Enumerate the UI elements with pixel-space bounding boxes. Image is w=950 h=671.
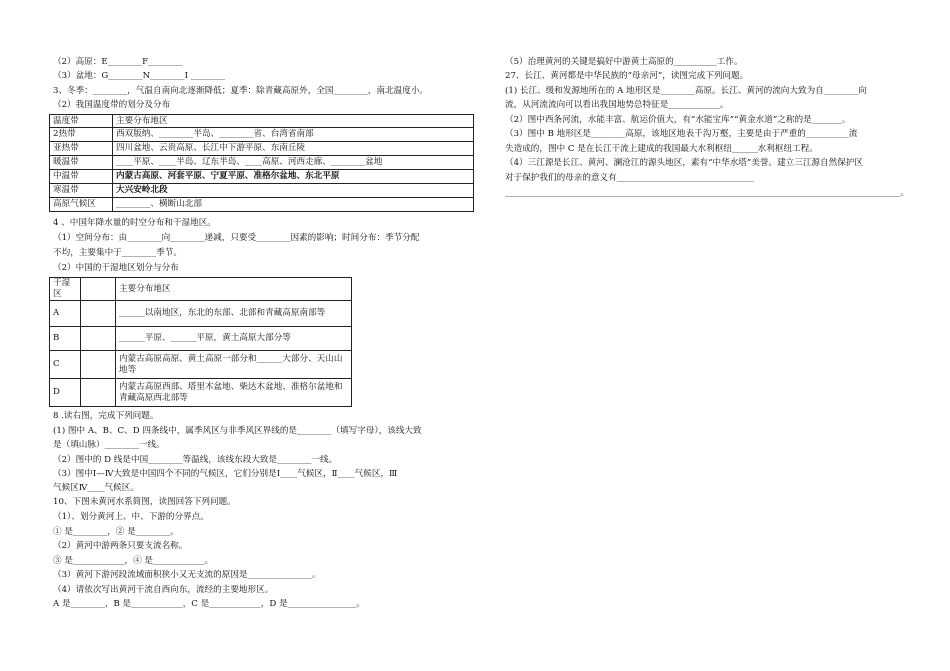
zone-name-cell: 亚热带 [50, 142, 113, 156]
table-row [50, 198, 474, 212]
question-8-2: （2）图中的 D 线是中国________等温线，该线东段大致是________一线。 [53, 455, 338, 465]
region-area-cell: ______以南地区，东北的东部、北部和青藏高原南部等 [116, 301, 352, 327]
table-header-cell: 主要分布地区 [113, 115, 474, 128]
zone-area-cell: ________、横断山北部 [113, 198, 474, 212]
table-row [50, 142, 474, 156]
region-blank-cell [81, 301, 116, 327]
question-8-1-cont: 是（填山脉）________一线。 [53, 440, 165, 450]
question-8-3: （3）图中Ⅰ—Ⅳ大致是中国四个不同的气候区，它们分别是Ⅰ____气候区，Ⅱ____气候区，Ⅲ [53, 469, 398, 479]
question-27-3: （3）图中 B 地形区是________高原，该地区地表千沟万壑，主要是由于严重的__________流 [505, 129, 858, 139]
table-header-row [50, 115, 474, 128]
table-row [50, 184, 474, 198]
question-27-3-cont: 失造成的，图中 C 是在长江干流上建成的我国最大水利枢纽______水利枢纽工程。 [505, 144, 818, 154]
region-letter-cell: C [50, 351, 81, 379]
region-blank-cell [81, 351, 116, 379]
table-row [50, 379, 352, 407]
question-10-1: （1）、划分黄河上、中、下游的分界点。 [53, 512, 209, 522]
plateau-question: （2）高原：E________F________ [53, 57, 183, 67]
temperature-zone-table [49, 114, 474, 212]
table-row [50, 170, 474, 184]
question-8-3-cont: 气候区Ⅳ____气候区。 [53, 483, 139, 493]
zone-name-cell: 寒温带 [50, 184, 113, 198]
precipitation-heading: 4 、中国年降水量的时空分布和干湿地区。 [53, 218, 216, 228]
question-10-4: （4）请依次写出黄河干流自西向东，流经的主要地形区。 [53, 585, 274, 595]
question-27-1-cont: 流，从河流流向可以看出我国地势总特征是____________。 [505, 100, 729, 110]
question-10-heading: 10、下图未黄河水系简图，读图回答下列问题。 [53, 497, 236, 507]
region-area-cell: 内蒙古高原高原、黄土高原一部分和______大部分、天山山地等 [116, 351, 352, 379]
region-blank-cell [81, 379, 116, 407]
question-8-1: (1) 图中 A、B、C、D 四条线中，属季风区与非季风区界线的是________（填写字母），该线大致 [53, 426, 422, 436]
region-letter-cell: A [50, 301, 81, 327]
table-header-cell [81, 278, 116, 301]
dry-wet-heading: （2）中国的干湿地区划分与分布 [53, 263, 179, 273]
temperature-zone-heading: （2）我国温度带的划分及分布 [53, 100, 171, 110]
question-10-2: （2）黄河中游两条只要支流名称。 [53, 541, 188, 551]
question-27-1: (1) 长江、缓和发源地所在的 A 地形区是________高原。长江、黄河的流向大致为自________向 [505, 86, 867, 96]
zone-area-cell: 西双版纳、________半岛、________省、台湾省南部 [113, 128, 474, 142]
question-10-2-answers: ③ 是____________，④ 是____________。 [53, 556, 214, 566]
table-row [50, 156, 474, 170]
table-header-cell: 干湿区 [50, 278, 81, 301]
region-letter-cell: B [50, 327, 81, 351]
question-27-2: （2）图中西条河流，水能丰富、航运价值大，有“水能宝库”“黄金水道”之称的是_______。 [505, 115, 851, 125]
question-10-1-answers: ① 是________，② 是________。 [53, 527, 179, 537]
zone-area-cell: ____平原、____半岛、辽东半岛、____高原、河西走廊、________盆地 [113, 156, 474, 170]
question-10-5: （5）治理黄河的关键是搞好中游黄土高原的__________工作。 [505, 57, 743, 67]
table-row [50, 301, 352, 327]
question-27-4: （4）三江源是长江、黄河、澜沧江的源头地区，素有“中华水塔”美誉。建立三江源自然保护区 [505, 158, 864, 168]
basin-question: （3）盆地：G________N________I ________ [53, 71, 226, 81]
region-area-cell: ______平原、______平原，黄土高原大部分等 [116, 327, 352, 351]
question-27-4-cont: 对于保护我们的母亲的意义有________________________________ [505, 173, 755, 183]
table-header-row [50, 278, 352, 301]
zone-name-cell: 高原气候区 [50, 198, 113, 212]
table-header-cell: 温度带 [50, 115, 113, 128]
region-letter-cell: D [50, 379, 81, 407]
zone-area-cell: 大兴安岭北段 [113, 184, 474, 198]
region-area-cell: 内蒙古高原西部、塔里木盆地、柴达木盆地、准格尔盆地和青藏高原西北部等 [116, 379, 352, 407]
zone-name-cell: 暖温带 [50, 156, 113, 170]
answer-line: ____________________________________________________________________________________________。 [505, 188, 909, 198]
question-10-3: （3）黄河下游河段流域面积狭小又无支流的原因是_______________。 [53, 570, 321, 580]
zone-name-cell: 中温带 [50, 170, 113, 184]
question-10-4-answers: A 是________，B 是____________，C 是____________，D 是________________。 [53, 599, 365, 609]
table-header-cell: 主要分布地区 [116, 278, 352, 301]
season-question: 不均，主要集中于________季节。 [53, 248, 182, 258]
question-27-heading: 27、长江、黄河都是中华民族的“母亲河”，读图完成下列问题。 [505, 71, 749, 81]
spatial-distribution-question: （1）空间分布：由________向________递减，只要受________因素的影响；时间分布：季节分配 [53, 233, 420, 243]
table-row [50, 351, 352, 379]
dry-wet-region-table [49, 277, 352, 407]
table-row [50, 128, 474, 142]
zone-area-cell: 四川盆地、云贵高原、长江中下游平原、东南丘陵 [113, 142, 474, 156]
question-8-heading: 8 .读右图，完成下列问题。 [53, 411, 159, 421]
zone-name-cell: 2热带 [50, 128, 113, 142]
table-row [50, 327, 352, 351]
zone-area-cell: 内蒙古高原、河套平原、宁夏平原、准格尔盆地、东北平原 [113, 170, 474, 184]
region-blank-cell [81, 327, 116, 351]
winter-summer-question: 3、冬季：________，气温自南向北逐渐降低；夏季：除青藏高原外，全国________，南北温度小。 [53, 86, 429, 96]
